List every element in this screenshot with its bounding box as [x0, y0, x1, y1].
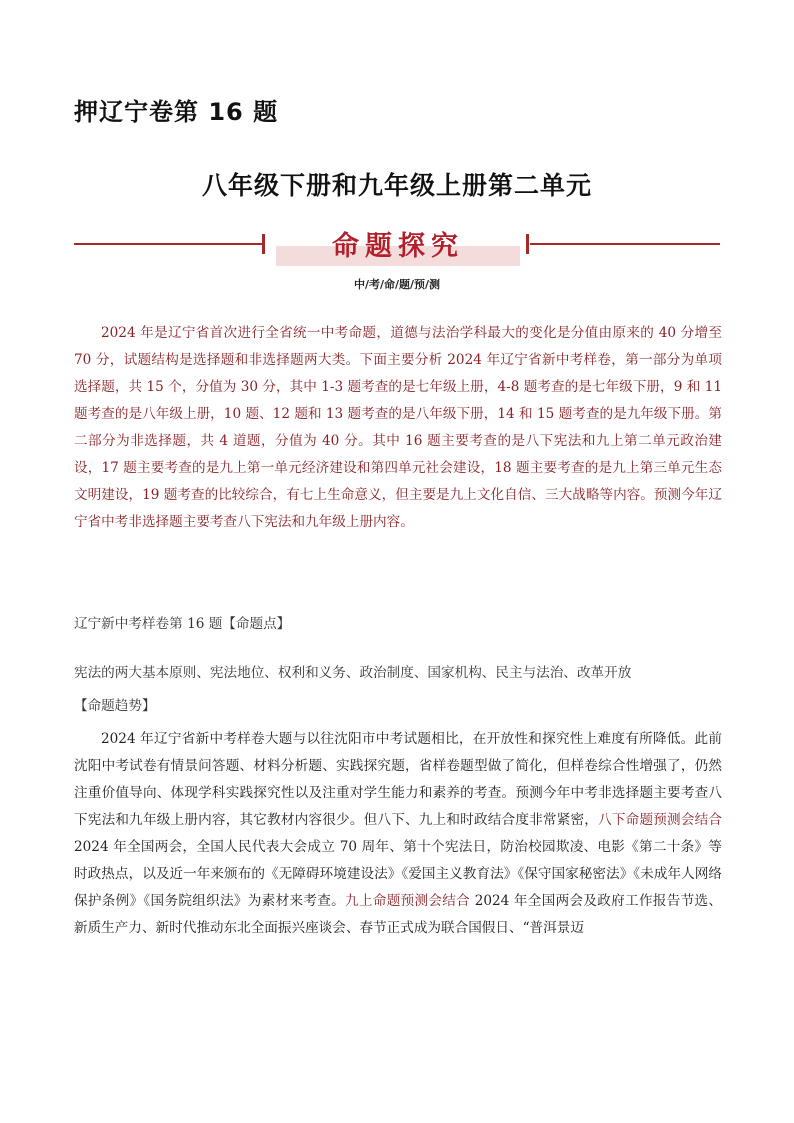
- page-subtitle: 八年级下册和九年级上册第二单元: [201, 171, 592, 200]
- intro-paragraph: 2024 年是辽宁省首次进行全省统一中考命题，道德与法治学科最大的变化是分值由原来的 40 分增至 70 分，试题结构是选择题和非选择题两大类。下面主要分析 2024 年辽宁省新中考样卷，第一部分为单项选择题，共 15 个，分值为 30 分，其中 1-3 题考查的是七年级上册，4-8 题考查的是七年级下册，9 和 11 题考查的是八年级上册，10 题、12 题和 13 题考查的是八年级下册，14 和 15 题考查的是九年级下册。第二部分为非选择题，共 4 道题，分值为 40 分。其中 16 题主要考查的是八下宪法和九上第二单元政治建设，17 题主要考查的是九上第一单元经济建设和第四单元社会建设，18 题主要考查的是九上第三单元生态文明建设，19 题考查的比较综合，有七上生命意义，但主要是九上文化自信、三大战略等内容。预测今年辽宁省中考非选择题主要考查八下宪法和九年级上册内容。: [74, 325, 722, 530]
- trend-highlight-2: 九上命题预测会结合: [345, 893, 471, 909]
- banner-subtitle: 中/考/命/题/预/测: [353, 278, 441, 291]
- trend-text-3: 2024 年全国两会及政府工作报告节选、新质生产力、新时代推动东北全面振兴座谈会、春节正式成为联合国假日、“普洱景迈: [74, 893, 722, 936]
- trend-text-2: 2024 年全国两会，全国人民代表大会成立 70 周年、第十个宪法日，防治校园欺凌、电影《第二十条》等时政热点，以及近一年来颁布的《无障碍环境建设法》《爱国主义教育法》《保守国家秘密法》《未成年人网络保护条例》《国务院组织法》为素材来考查。: [74, 839, 722, 909]
- banner-right-line: [530, 243, 720, 245]
- section-banner: [74, 226, 720, 266]
- banner-right-bar: [526, 234, 529, 254]
- trend-paragraph: [74, 726, 722, 942]
- trend-highlight-1: 八下命题预测会结合: [598, 812, 723, 828]
- trend-text-1: 2024 年辽宁省新中考样卷大题与以往沈阳市中考试题相比，在开放性和探究性上难度有所降低。此前沈阳中考试卷有情景问答题、材料分析题、实践探究题，省样卷题型做了简化，但样卷综合性增强了，仍然注重价值导向、体现学科实践探究性以及注重对学生能力和素养的考查。预测今年中考非选择题主要考查八下宪法和九年级上册内容，其它教材内容很少。但八下、九上和时政结合度非常紧密，: [74, 731, 722, 828]
- exam-points: 宪法的两大基本原则、宪法地位、权利和义务、政治制度、国家机构、民主与法治、改革开放: [74, 665, 632, 681]
- banner-left-bar: [262, 234, 265, 254]
- banner-left-line: [74, 243, 262, 245]
- page-title: 押辽宁卷第 16 题: [74, 98, 279, 126]
- trend-title: 【命题趋势】: [74, 698, 156, 714]
- banner-label: 命题探究: [332, 231, 464, 262]
- section-title: 辽宁新中考样卷第 16 题【命题点】: [74, 616, 291, 632]
